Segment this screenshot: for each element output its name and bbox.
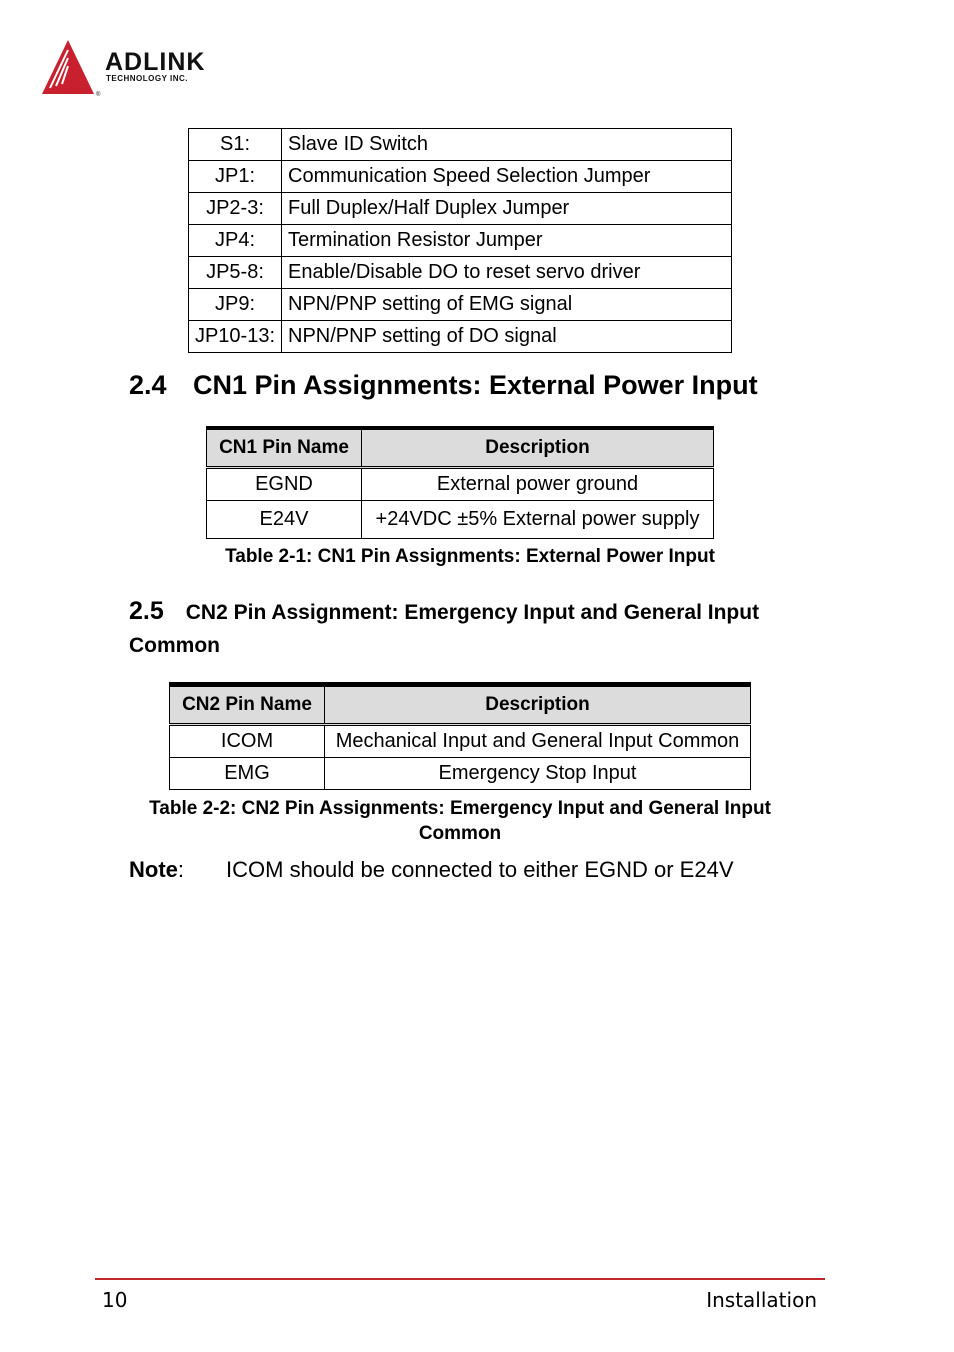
note-text: ICOM should be connected to either EGND or E24V: [226, 857, 734, 882]
page-number: 10: [102, 1288, 128, 1312]
pin-name-cell: EGND: [207, 468, 362, 501]
column-header-pin-name: CN1 Pin Name: [207, 428, 362, 468]
jumper-description-cell: Communication Speed Selection Jumper: [282, 161, 732, 193]
table-header-row: [170, 685, 751, 725]
pin-name-cell: EMG: [170, 758, 325, 790]
jumper-key-cell: JP2-3:: [189, 193, 282, 225]
table-row: [189, 225, 732, 257]
note-colon: :: [177, 857, 185, 882]
column-header-pin-name: CN2 Pin Name: [170, 685, 325, 725]
note: [129, 857, 734, 883]
cn2-pin-table: [169, 682, 751, 790]
section-number: 2.5: [129, 597, 164, 625]
footer-rule: [95, 1278, 825, 1280]
table-row: [189, 161, 732, 193]
jumper-description-cell: NPN/PNP setting of EMG signal: [282, 289, 732, 321]
table-row: [189, 321, 732, 353]
table-caption-2-2: [110, 796, 810, 846]
jumper-key-cell: JP5-8:: [189, 257, 282, 289]
table-row: [207, 468, 714, 501]
section-title: CN1 Pin Assignments: External Power Input: [193, 370, 758, 400]
table-row: [207, 501, 714, 539]
jumper-key-cell: JP10-13:: [189, 321, 282, 353]
section-number: 2.4: [129, 370, 167, 400]
jumper-description-cell: Enable/Disable DO to reset servo driver: [282, 257, 732, 289]
adlink-triangle-icon: [42, 38, 102, 98]
footer-section-name: Installation: [706, 1288, 817, 1312]
table-row: [170, 725, 751, 758]
description-cell: External power ground: [362, 468, 714, 501]
description-cell: Mechanical Input and General Input Common: [325, 725, 751, 758]
jumper-description-cell: Full Duplex/Half Duplex Jumper: [282, 193, 732, 225]
section-2-4-heading: [129, 370, 758, 401]
svg-text:®: ®: [96, 92, 101, 98]
jumper-key-cell: S1:: [189, 129, 282, 161]
pin-name-cell: ICOM: [170, 725, 325, 758]
caption-line: Common: [418, 823, 502, 844]
pin-name-cell: E24V: [207, 501, 362, 539]
table-row: [189, 129, 732, 161]
table-row: [189, 257, 732, 289]
jumper-description-cell: NPN/PNP setting of DO signal: [282, 321, 732, 353]
table-row: [170, 758, 751, 790]
jumper-key-cell: JP9:: [189, 289, 282, 321]
column-header-description: Description: [362, 428, 714, 468]
section-title: CN2 Pin Assignment: Emergency Input and General Input Common: [129, 601, 760, 657]
jumper-table: [188, 128, 732, 353]
section-2-5-heading: [129, 595, 829, 662]
jumper-key-cell: JP4:: [189, 225, 282, 257]
logo-tagline: TECHNOLOGY INC.: [106, 74, 189, 83]
table-row: [189, 289, 732, 321]
jumper-description-cell: Slave ID Switch: [282, 129, 732, 161]
column-header-description: Description: [325, 685, 751, 725]
table-row: [189, 193, 732, 225]
cn1-pin-table: [206, 426, 714, 539]
adlink-logo: [42, 38, 242, 100]
note-label: Note: [129, 857, 178, 882]
jumper-description-cell: Termination Resistor Jumper: [282, 225, 732, 257]
logo-wordmark: ADLINK: [105, 48, 206, 76]
caption-line: Table 2-2: CN2 Pin Assignments: Emergency Input and General Input: [149, 798, 771, 819]
description-cell: Emergency Stop Input: [325, 758, 751, 790]
table-header-row: [207, 428, 714, 468]
jumper-key-cell: JP1:: [189, 161, 282, 193]
description-cell: +24VDC ±5% External power supply: [362, 501, 714, 539]
table-caption-2-1: Table 2-1: CN1 Pin Assignments: External Power Input: [225, 546, 715, 567]
